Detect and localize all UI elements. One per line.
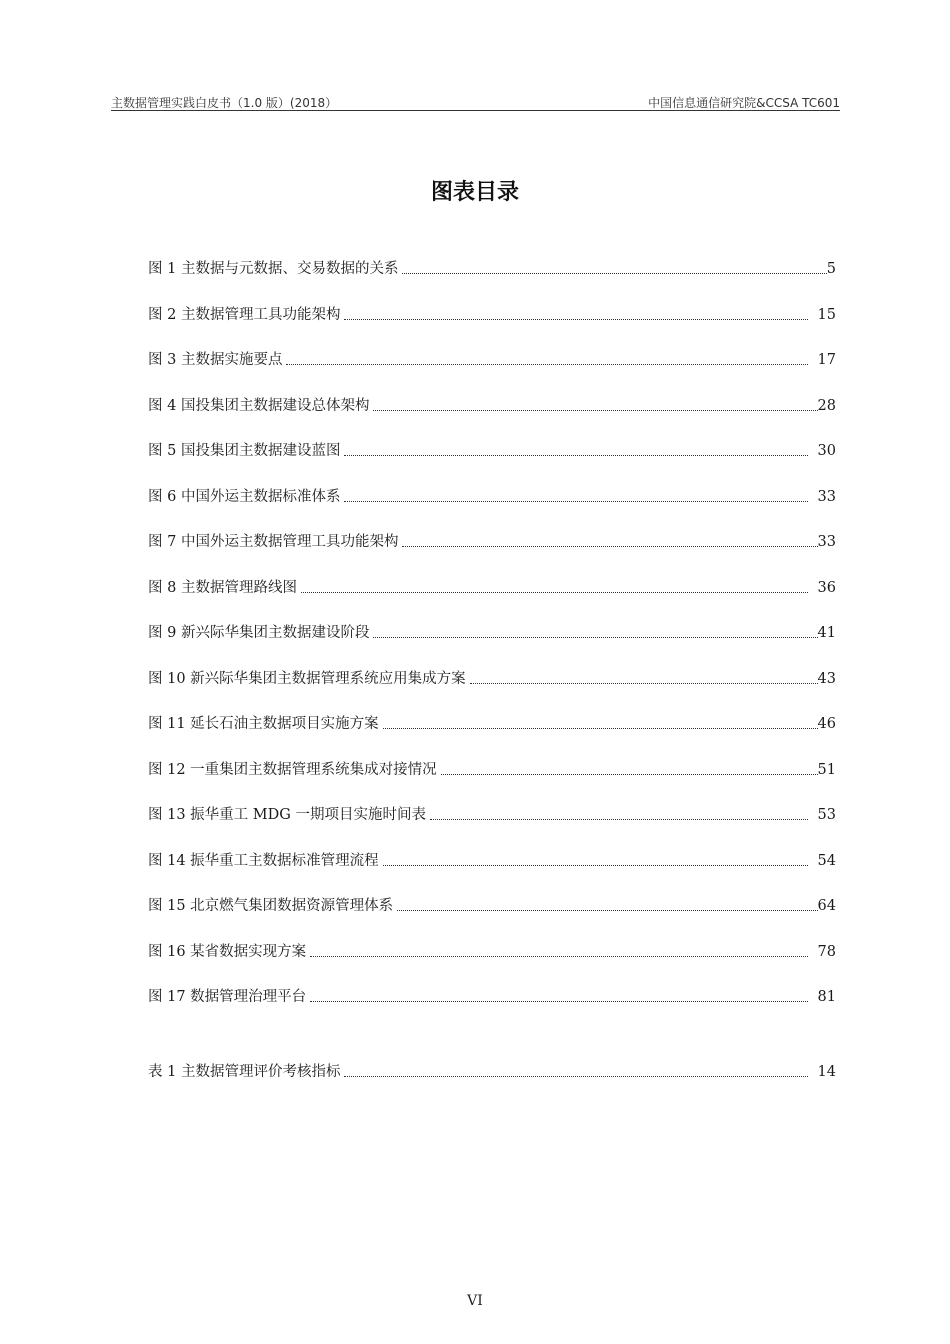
header-document-title: 主数据管理实践白皮书（1.0 版）(2018） (111, 96, 338, 110)
toc-leader-dots (470, 683, 818, 684)
toc-entry-label: 图 7 中国外运主数据管理工具功能架构 (148, 534, 399, 550)
toc-entry-page: 33 (817, 534, 836, 550)
toc-entry[interactable] (148, 848, 836, 870)
toc-entry[interactable] (148, 802, 836, 824)
toc-leader-dots (383, 865, 808, 866)
toc-entry-label: 图 1 主数据与元数据、交易数据的关系 (148, 261, 399, 277)
toc-entry[interactable] (148, 393, 836, 415)
toc-entry-page: 30 (817, 443, 836, 459)
toc-entry-label: 图 3 主数据实施要点 (148, 352, 283, 368)
toc-leader-dots (344, 501, 807, 502)
toc-entry-page: 51 (817, 761, 836, 778)
toc-entry[interactable] (148, 484, 836, 506)
toc-entry-page: 14 (817, 1064, 836, 1080)
toc-entry-label: 图 2 主数据管理工具功能架构 (148, 306, 341, 323)
toc-entry-page: 33 (817, 488, 836, 505)
toc-entry[interactable] (148, 1059, 836, 1081)
toc-entry-label: 图 4 国投集团主数据建设总体架构 (148, 397, 370, 414)
toc-entry-page: 64 (817, 898, 836, 914)
toc-entry-label: 图 12 一重集团主数据管理系统集成对接情况 (148, 761, 437, 778)
toc-entry-page: 54 (817, 852, 836, 869)
toc-leader-dots (383, 728, 818, 729)
toc-entry-page: 53 (817, 807, 836, 823)
toc-leader-dots (402, 273, 826, 274)
toc-entry-page: 41 (817, 625, 836, 641)
toc-entry[interactable] (148, 984, 836, 1006)
running-header (111, 94, 840, 111)
toc-entry-page: 5 (826, 261, 836, 277)
toc-leader-dots (402, 546, 817, 547)
toc-leader-dots (310, 956, 807, 957)
toc-entry[interactable] (148, 939, 836, 961)
header-organization: 中国信息通信研究院&CCSA TC601 (648, 96, 840, 110)
toc-leader-dots (344, 319, 807, 320)
toc-entry-label: 图 14 振华重工主数据标准管理流程 (148, 852, 379, 869)
toc-entry-page: 28 (817, 397, 836, 414)
toc-entry-page: 46 (817, 716, 836, 732)
toc-leader-dots (344, 1076, 807, 1077)
toc-entry-page: 36 (817, 579, 836, 596)
toc-entry-page: 78 (817, 943, 836, 960)
toc-entry[interactable] (148, 347, 836, 369)
toc-leader-dots (430, 819, 808, 820)
toc-entry-page: 15 (817, 306, 836, 323)
toc-leader-dots (373, 637, 817, 638)
toc-entry[interactable] (148, 438, 836, 460)
toc-entry-page: 43 (817, 670, 836, 687)
toc-entry[interactable] (148, 575, 836, 597)
toc-leader-dots (301, 592, 808, 593)
toc-entry-page: 17 (817, 352, 836, 368)
toc-entry-label: 图 17 数据管理治理平台 (148, 989, 307, 1005)
toc-entry[interactable] (148, 711, 836, 733)
toc-entry[interactable] (148, 256, 836, 278)
toc-entry-label: 图 8 主数据管理路线图 (148, 579, 297, 596)
toc-entry-page: 81 (817, 989, 836, 1005)
toc-leader-dots (344, 455, 807, 456)
toc-entry-label: 图 10 新兴际华集团主数据管理系统应用集成方案 (148, 670, 466, 687)
toc-leader-dots (397, 910, 817, 911)
toc-entry[interactable] (148, 529, 836, 551)
toc-entry[interactable] (148, 666, 836, 688)
toc-entry-label: 图 16 某省数据实现方案 (148, 943, 307, 960)
toc-entry-label: 图 5 国投集团主数据建设蓝图 (148, 443, 341, 459)
toc-entry-label: 图 6 中国外运主数据标准体系 (148, 488, 341, 505)
toc-entry-label: 图 15 北京燃气集团数据资源管理体系 (148, 898, 394, 914)
toc-leader-dots (286, 364, 807, 365)
toc-entry-label: 图 11 延长石油主数据项目实施方案 (148, 716, 379, 732)
toc-entry[interactable] (148, 620, 836, 642)
toc-leader-dots (441, 774, 818, 775)
page-number: VI (467, 1293, 483, 1309)
toc-entry[interactable] (148, 302, 836, 324)
toc-leader-dots (373, 410, 817, 411)
toc-leader-dots (310, 1001, 807, 1002)
toc-entry[interactable] (148, 893, 836, 915)
toc-entry-label: 图 9 新兴际华集团主数据建设阶段 (148, 625, 370, 641)
page-title: 图表目录 (430, 180, 519, 205)
toc-entry[interactable] (148, 757, 836, 779)
toc-entry-label: 表 1 主数据管理评价考核指标 (148, 1064, 341, 1080)
toc-entry-label: 图 13 振华重工 MDG 一期项目实施时间表 (148, 807, 426, 823)
